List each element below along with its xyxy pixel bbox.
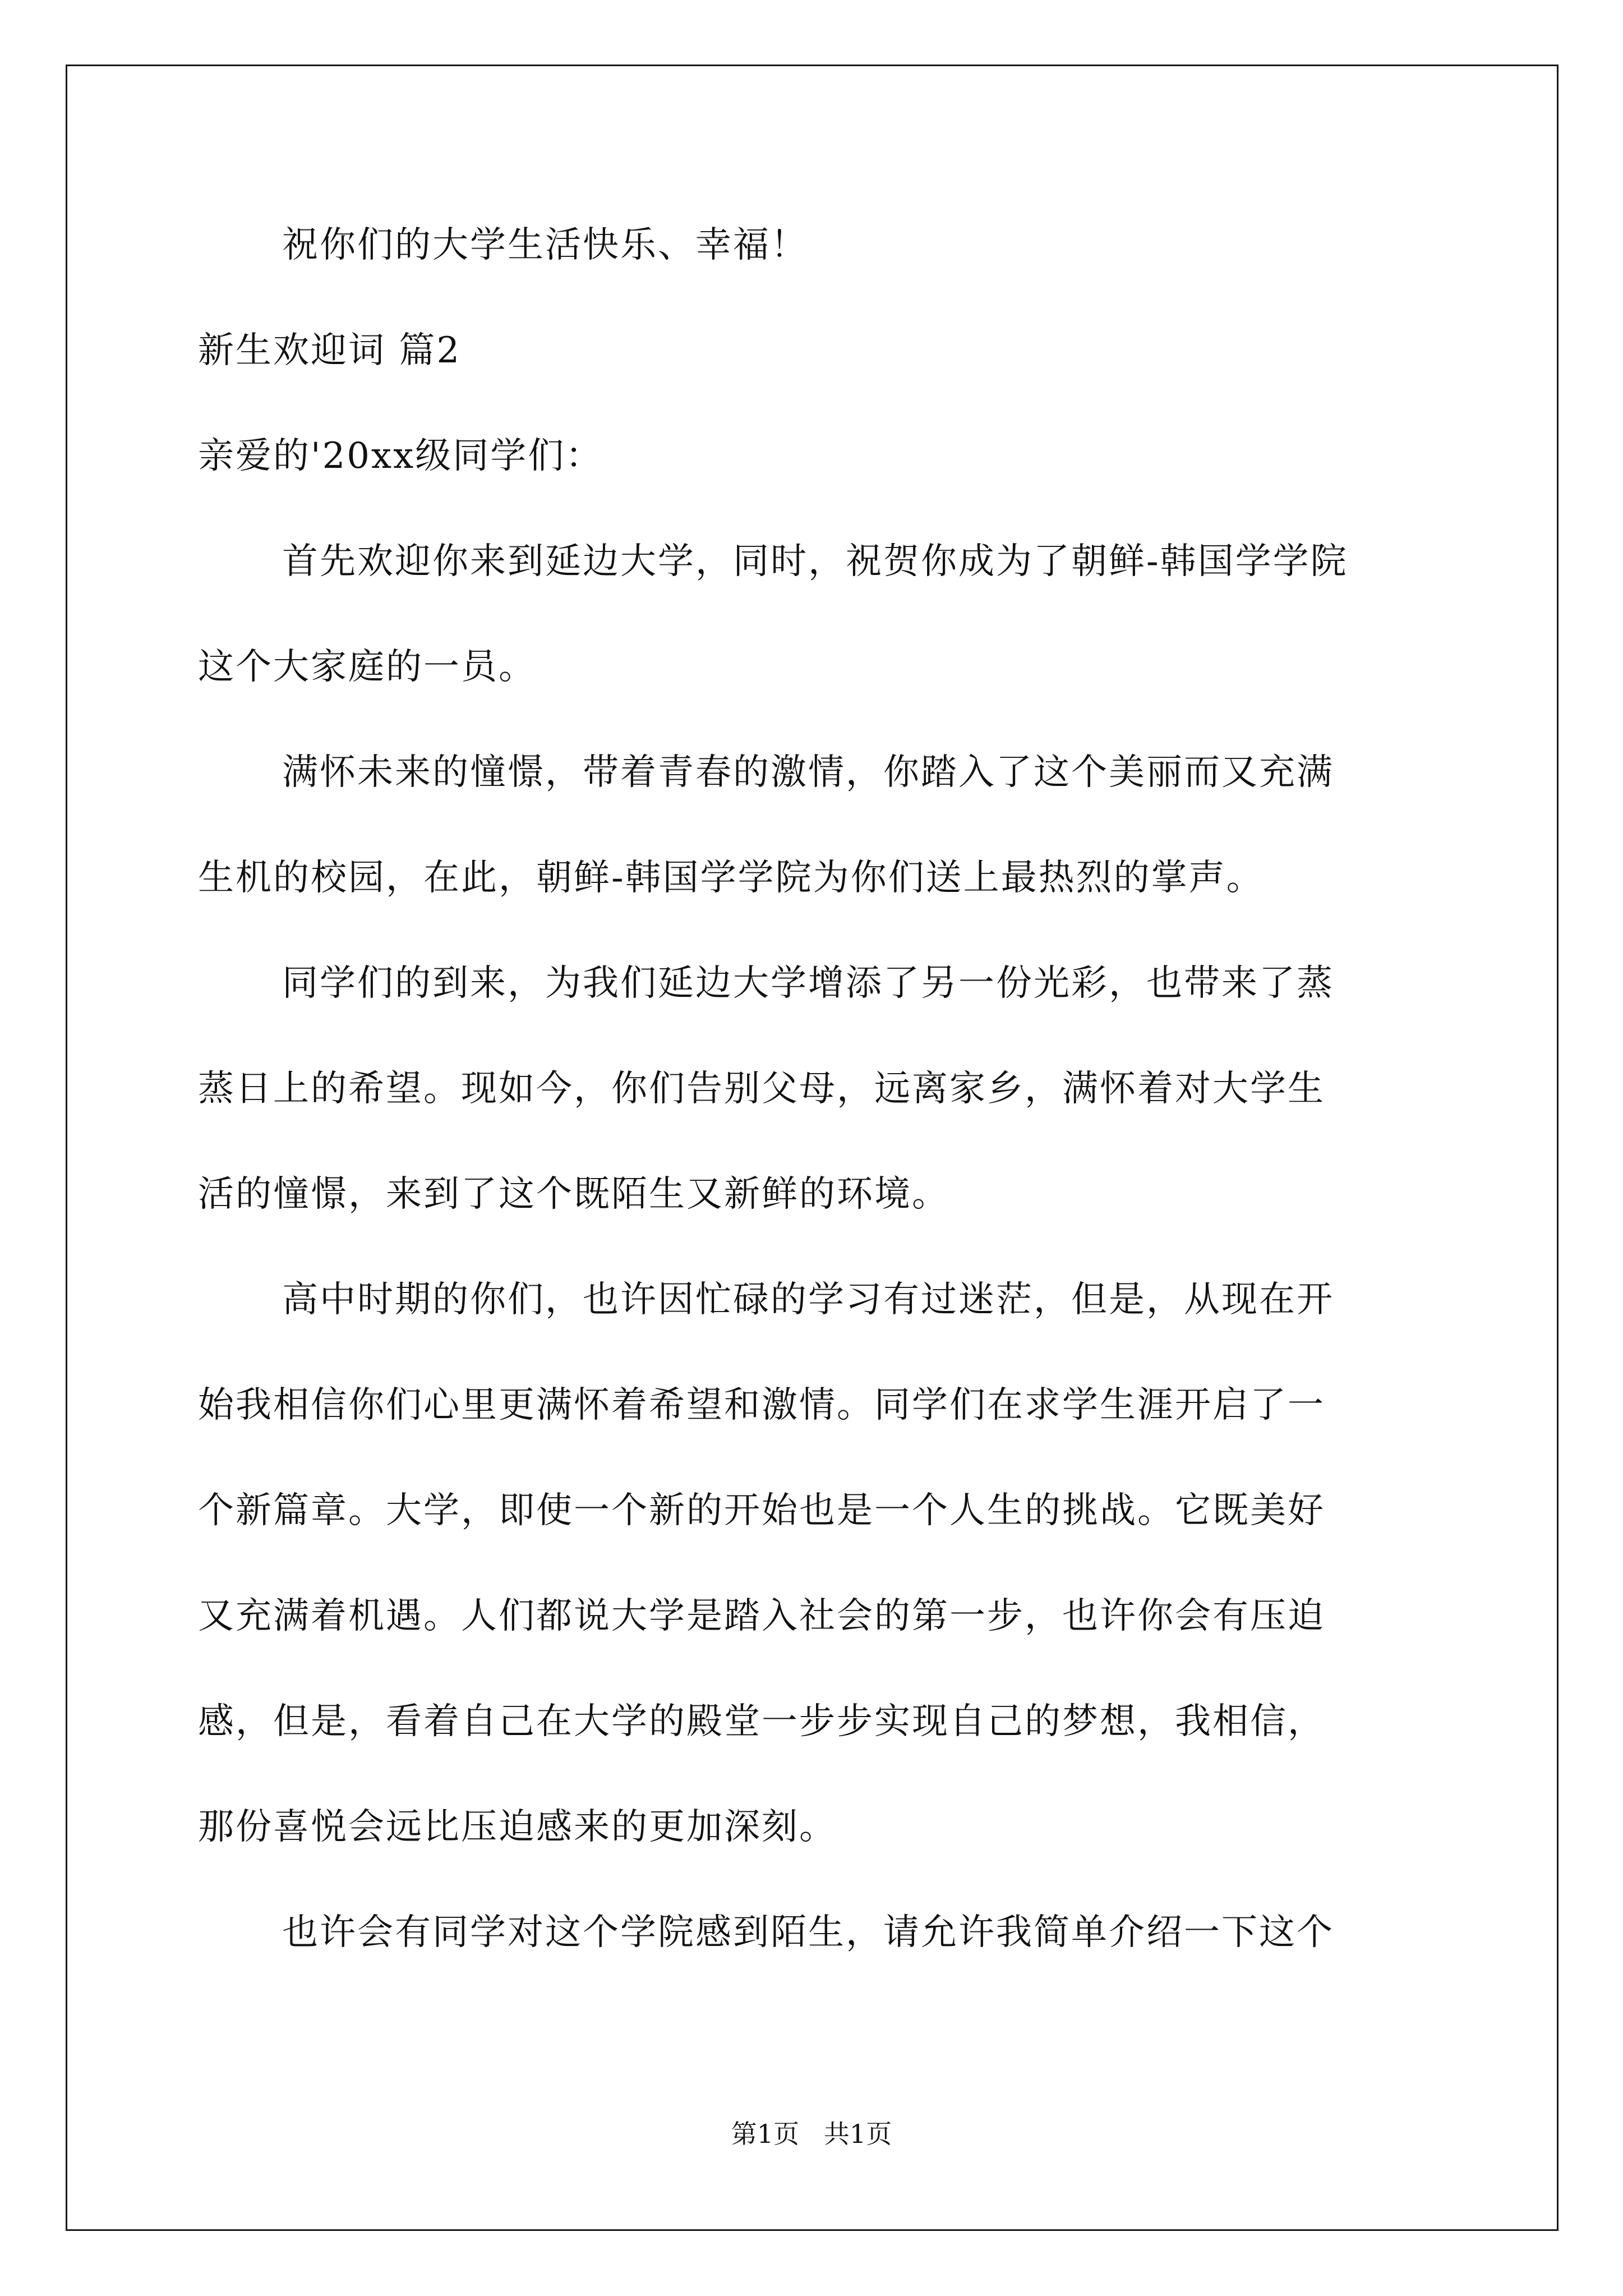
paragraph-4-line-2: 始我相信你们心里更满怀着希望和激情。同学们在求学生涯开启了一 xyxy=(198,1384,1325,1426)
paragraph-5-line-1: 也许会有同学对这个学院感到陌生，请允许我简单介绍一下这个 xyxy=(282,1912,1334,1953)
paragraph-3-line-2: 蒸日上的希望。现如今，你们告别父母，远离家乡，满怀着对大学生 xyxy=(198,1068,1325,1110)
paragraph-4-line-5: 感，但是，看着自己在大学的殿堂一步步实现自己的梦想，我相信， xyxy=(198,1701,1325,1742)
salutation: 亲爱的'20xx级同学们： xyxy=(198,435,603,477)
closing-line: 祝你们的大学生活快乐、幸福！ xyxy=(282,224,808,266)
paragraph-4-line-3: 个新篇章。大学，即使一个新的开始也是一个人生的挑战。它既美好 xyxy=(198,1490,1325,1531)
paragraph-3-line-1: 同学们的到来，为我们延边大学增添了另一份光彩，也带来了蒸 xyxy=(282,963,1334,1004)
paragraph-4-line-6: 那份喜悦会远比压迫感来的更加深刻。 xyxy=(198,1806,837,1848)
page-number-footer: 第1页 共1页 xyxy=(731,2119,892,2149)
paragraph-2-line-2: 生机的校园，在此，朝鲜-韩国学学院为你们送上最热烈的掌声。 xyxy=(198,857,1264,899)
paragraph-4-line-4: 又充满着机遇。人们都说大学是踏入社会的第一步，也许你会有压迫 xyxy=(198,1595,1325,1637)
paragraph-1-line-2: 这个大家庭的一员。 xyxy=(198,646,536,688)
paragraph-1-line-1: 首先欢迎你来到延边大学，同时，祝贺你成为了朝鲜-韩国学学院 xyxy=(282,541,1348,582)
paragraph-3-line-3: 活的憧憬，来到了这个既陌生又新鲜的环境。 xyxy=(198,1174,949,1215)
document-body xyxy=(198,219,1426,1959)
paragraph-4-line-1: 高中时期的你们，也许因忙碌的学习有过迷茫，但是，从现在开 xyxy=(282,1279,1334,1320)
section-heading: 新生欢迎词 篇2 xyxy=(198,330,462,371)
paragraph-2-line-1: 满怀未来的憧憬，带着青春的激情，你踏入了这个美丽而又充满 xyxy=(282,752,1334,793)
